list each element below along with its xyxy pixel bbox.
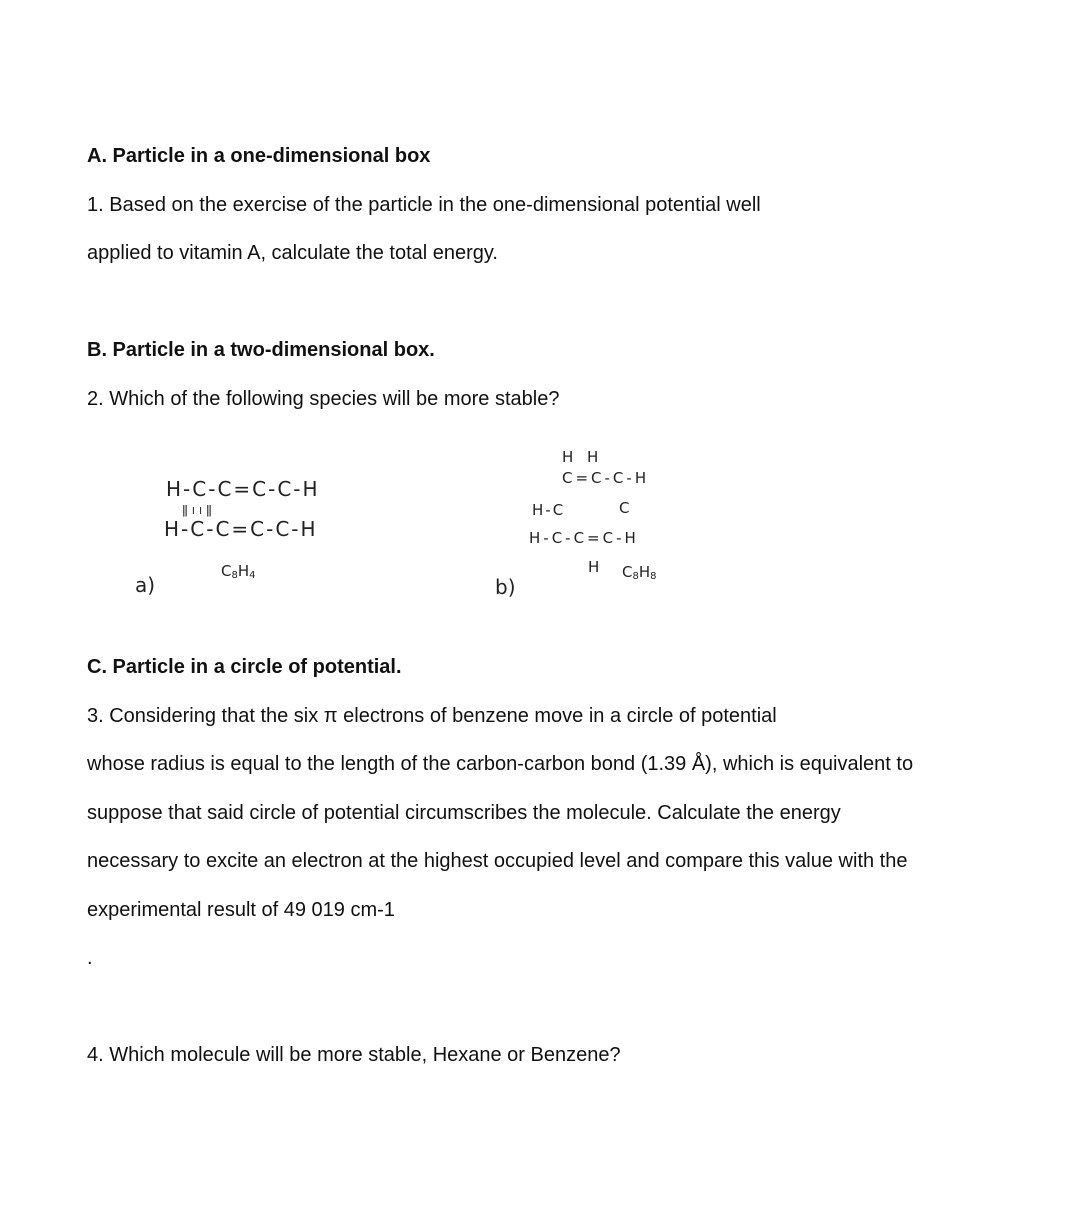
question-3-line-4: necessary to excite an electron at the highest occupied level and compare this value with the xyxy=(87,850,908,872)
question-3-line-2: whose radius is equal to the length of the carbon-carbon bond (1.39 Å), which is equivalent to xyxy=(87,753,914,775)
figure-b-row-3: H-C-C=C-H xyxy=(529,529,639,547)
figure-b-row-1: C=C-C-H xyxy=(562,469,650,487)
figure-a-formula: $C_8H_4$ xyxy=(221,562,256,581)
question-3-line-3: suppose that said circle of potential circumscribes the molecule. Calculate the energy xyxy=(87,802,841,824)
figure-a-row-1: H-C-C=C-C-H xyxy=(166,477,320,501)
figure-a-label: a) xyxy=(135,573,156,597)
question-2: 2. Which of the following species will be more stable? xyxy=(87,388,560,410)
section-b-heading: B. Particle in a two-dimensional box. xyxy=(87,339,435,361)
section-a-heading: A. Particle in a one-dimensional box xyxy=(87,145,431,167)
question-1-line-2: applied to vitamin A, calculate the total energy. xyxy=(87,242,498,264)
question-3-line-5: experimental result of 49 019 cm-1 xyxy=(87,899,395,921)
question-1-line-1: 1. Based on the exercise of the particle in the one-dimensional potential well xyxy=(87,194,761,216)
figure-a-bonds: ǁ ı ı ǁ xyxy=(182,503,212,517)
figure-b-bottom-h: H xyxy=(588,558,600,576)
question-4: 4. Which molecule will be more stable, Hexane or Benzene? xyxy=(87,1044,621,1066)
stray-dot: . xyxy=(87,947,93,969)
question-3-line-1: 3. Considering that the six π electrons of benzene move in a circle of potential xyxy=(87,705,777,727)
figure-b-top-h-2: H xyxy=(587,448,599,466)
figure-b-formula: $C_8H_8$ xyxy=(622,563,657,582)
figure-b-row-2-right: C xyxy=(619,499,630,517)
figure-b-row-2-left: H-C xyxy=(532,501,566,519)
figure-a-row-2: H-C-C=C-C-H xyxy=(164,517,318,541)
figure-b-top-h-1: H xyxy=(562,448,574,466)
figure-b-label: b) xyxy=(495,575,516,599)
section-c-heading: C. Particle in a circle of potential. xyxy=(87,656,402,678)
